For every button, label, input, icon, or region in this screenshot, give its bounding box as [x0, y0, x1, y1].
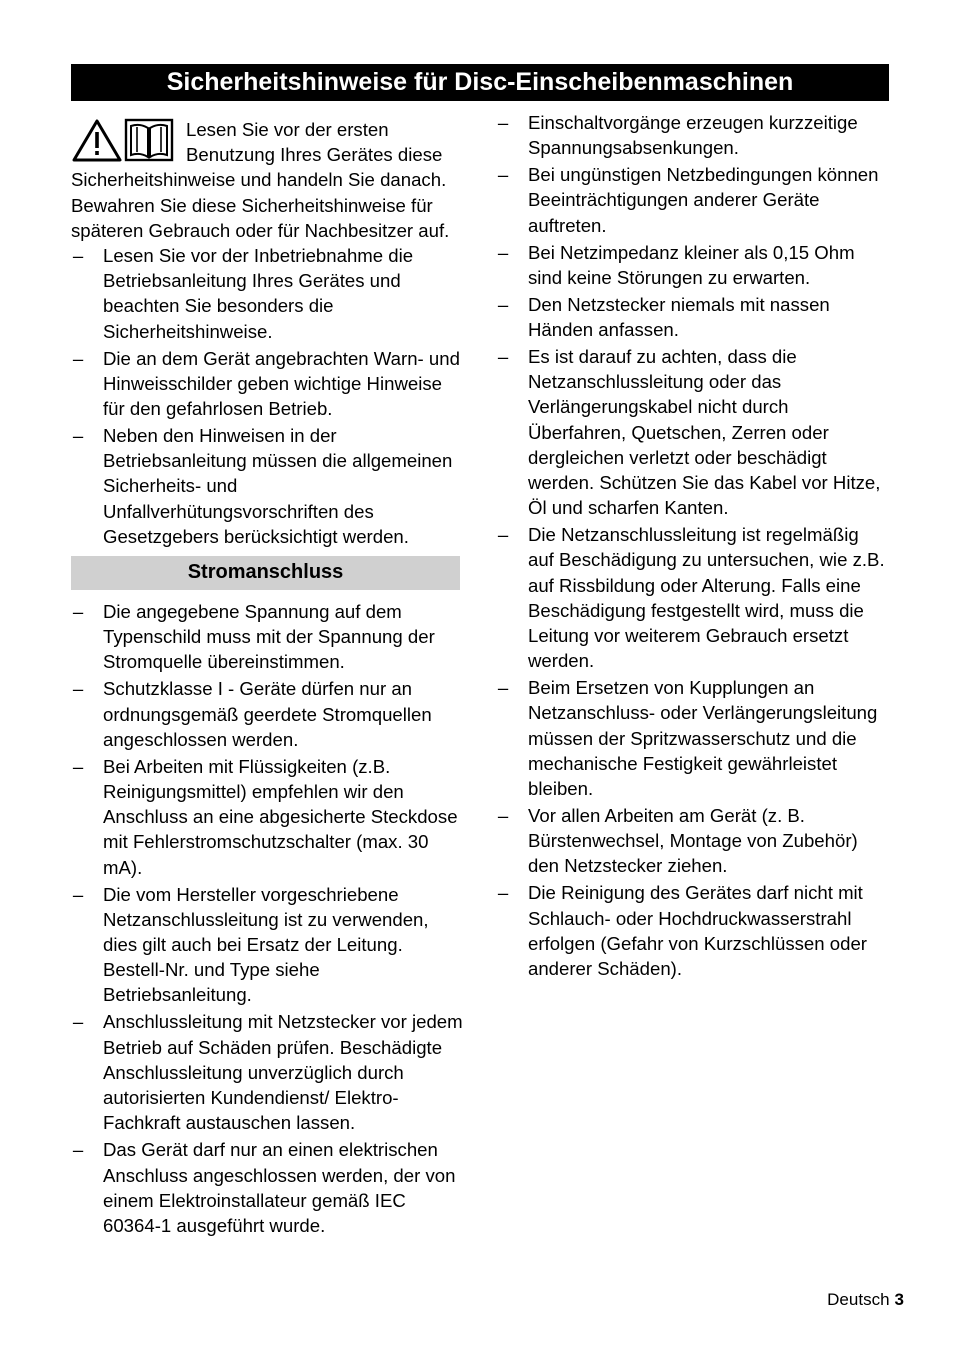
list-item-text: Bei Netzimpedanz kleiner als 0,15 Ohm sind keine Störungen zu erwarten.: [528, 241, 855, 288]
list-item-text: Einschaltvorgänge erzeugen kurzzeitige Spannungsabsenkungen.: [528, 112, 858, 159]
dash-mark: –: [72, 678, 84, 700]
dash-mark: –: [497, 524, 509, 546]
list-item-text: Die Netzanschlussleitung ist regelmäßig auf Beschädigung zu untersuchen, wie z.B. auf Rissbildung oder Alterung. Falls eine Beschädigung festgestellt wird, muss die Leitung vor weiterem Gebrauch ersetzt werden.: [528, 524, 885, 672]
list-item: [496, 522, 888, 673]
intro-icons: [72, 118, 176, 164]
intro-block: [71, 117, 463, 243]
dash-mark: –: [72, 1011, 84, 1033]
list-item: [71, 1137, 463, 1238]
page-footer: [827, 1290, 904, 1310]
list-item: [71, 423, 463, 549]
dash-mark: –: [72, 245, 84, 267]
list-item: [71, 243, 463, 344]
list-item: [496, 110, 888, 160]
list-item-text: Bei ungünstigen Netzbedingungen können Beeinträchtigungen anderer Geräte auftreten.: [528, 164, 879, 236]
list-item: [496, 292, 888, 342]
dash-mark: –: [72, 425, 84, 447]
list-item-text: Anschlussleitung mit Netzstecker vor jedem Betrieb auf Schäden prüfen. Beschädigte Anschlussleitung unverzüglich durch autorisierten Kundendienst/ Elektro-Fachkraft austauschen lassen.: [103, 1011, 463, 1134]
list-item-text: Den Netzstecker niemals mit nassen Händen anfassen.: [528, 293, 830, 341]
list-item: [496, 344, 888, 520]
dash-mark: –: [497, 164, 509, 186]
intro-text: Lesen Sie vor der ersten Benutzung Ihres Gerätes diese Sicherheitshinweise und handeln Sie danach. Bewahren Sie diese Sicherheitshinweise für späteren Gebrauch oder für Nachbesitzer auf.: [71, 119, 450, 241]
warning-triangle-icon: [72, 118, 122, 162]
dash-mark: –: [497, 677, 509, 699]
dash-mark: –: [72, 883, 84, 905]
list-item: [71, 1009, 463, 1135]
page-title: [71, 64, 889, 101]
footer-language: Deutsch: [827, 1290, 890, 1309]
list-item-text: Die an dem Gerät angebrachten Warn- und Hinweisschilder geben wichtige Hinweise für den gefahrlosen Betrieb.: [103, 347, 460, 420]
general-list: [71, 243, 463, 549]
dash-mark: –: [72, 1139, 84, 1161]
page-title-text: Sicherheitshinweise für Disc-Einscheibenmaschinen: [166, 68, 794, 96]
list-item: [71, 346, 463, 422]
dash-mark: –: [497, 882, 509, 904]
list-item-text: Die angegebene Spannung auf dem Typenschild muss mit der Spannung der Stromquelle übereinstimmen.: [103, 601, 435, 673]
list-item-text: Die Reinigung des Gerätes darf nicht mit Schlauch- oder Hochdruckwasserstrahl erfolgen (Gefahr von Kurzschlüssen oder anderer Schäden).: [528, 882, 867, 980]
list-item-text: Neben den Hinweisen in der Betriebsanleitung müssen die allgemeinen Sicherheits- und Unfallverhütungsvorschriften des Gesetzgebers berücksichtigt werden.: [103, 425, 453, 547]
list-item-text: Vor allen Arbeiten am Gerät (z. B. Bürstenwechsel, Montage von Zubehör) den Netzstecker ziehen.: [528, 805, 858, 877]
dash-mark: –: [497, 805, 509, 827]
list-item: [71, 676, 463, 752]
dash-mark: –: [72, 347, 84, 369]
dash-mark: –: [497, 346, 509, 368]
left-column: [71, 117, 463, 1240]
list-item-text: Es ist darauf zu achten, dass die Netzanschlussleitung oder das Verlängerungskabel nicht durch Überfahren, Quetschen, Zerren oder dergleichen verletzt oder beschädigt werden. Schützen Sie das Kabel vor Hitze, Öl und scharfen Kanten.: [528, 346, 881, 519]
page-number: 3: [894, 1290, 904, 1309]
list-item: [71, 599, 463, 675]
manual-book-icon: [124, 118, 174, 162]
list-item: [71, 882, 463, 1008]
list-item-text: Beim Ersetzen von Kupplungen an Netzanschluss- oder Verlängerungsleitung müssen der Spritzwasserschutz und die mechanische Festigkeit gewährleistet bleiben.: [528, 677, 878, 800]
dash-mark: –: [497, 112, 509, 133]
power-list-right: [496, 110, 888, 981]
dash-mark: –: [497, 241, 509, 263]
right-column: [496, 110, 888, 983]
list-item-text: Schutzklasse I - Geräte dürfen nur an ordnungsgemäß geerdete Stromquellen angeschlossen werden.: [103, 678, 432, 750]
list-item: [71, 754, 463, 880]
section-heading: [71, 556, 460, 590]
dash-mark: –: [72, 755, 84, 777]
list-item: [496, 675, 888, 801]
section-heading-text: Stromanschluss: [187, 561, 344, 584]
list-item: [496, 880, 888, 981]
list-item-text: Bei Arbeiten mit Flüssigkeiten (z.B. Reinigungsmittel) empfehlen wir den Anschluss an eine abgesicherte Steckdose mit Fehlerstromschutzschalter (max. 30 mA).: [103, 755, 458, 878]
dash-mark: –: [72, 601, 84, 623]
list-item: [496, 162, 888, 238]
list-item-text: Die vom Hersteller vorgeschriebene Netzanschlussleitung ist zu verwenden, dies gilt auch bei Ersatz der Leitung. Bestell-Nr. und Type siehe Betriebsanleitung.: [103, 883, 429, 1006]
list-item-text: Lesen Sie vor der Inbetriebnahme die Betriebsanleitung Ihres Gerätes und beachten Sie besonders die Sicherheitshinweise.: [103, 245, 414, 342]
list-item: [496, 803, 888, 879]
list-item-text: Das Gerät darf nur an einen elektrischen Anschluss angeschlossen werden, der von einem Elektroinstallateur gemäß IEC 60364-1 ausgeführt wurde.: [103, 1139, 456, 1236]
power-list-left: [71, 599, 463, 1238]
list-item: [496, 240, 888, 290]
dash-mark: –: [497, 293, 509, 315]
